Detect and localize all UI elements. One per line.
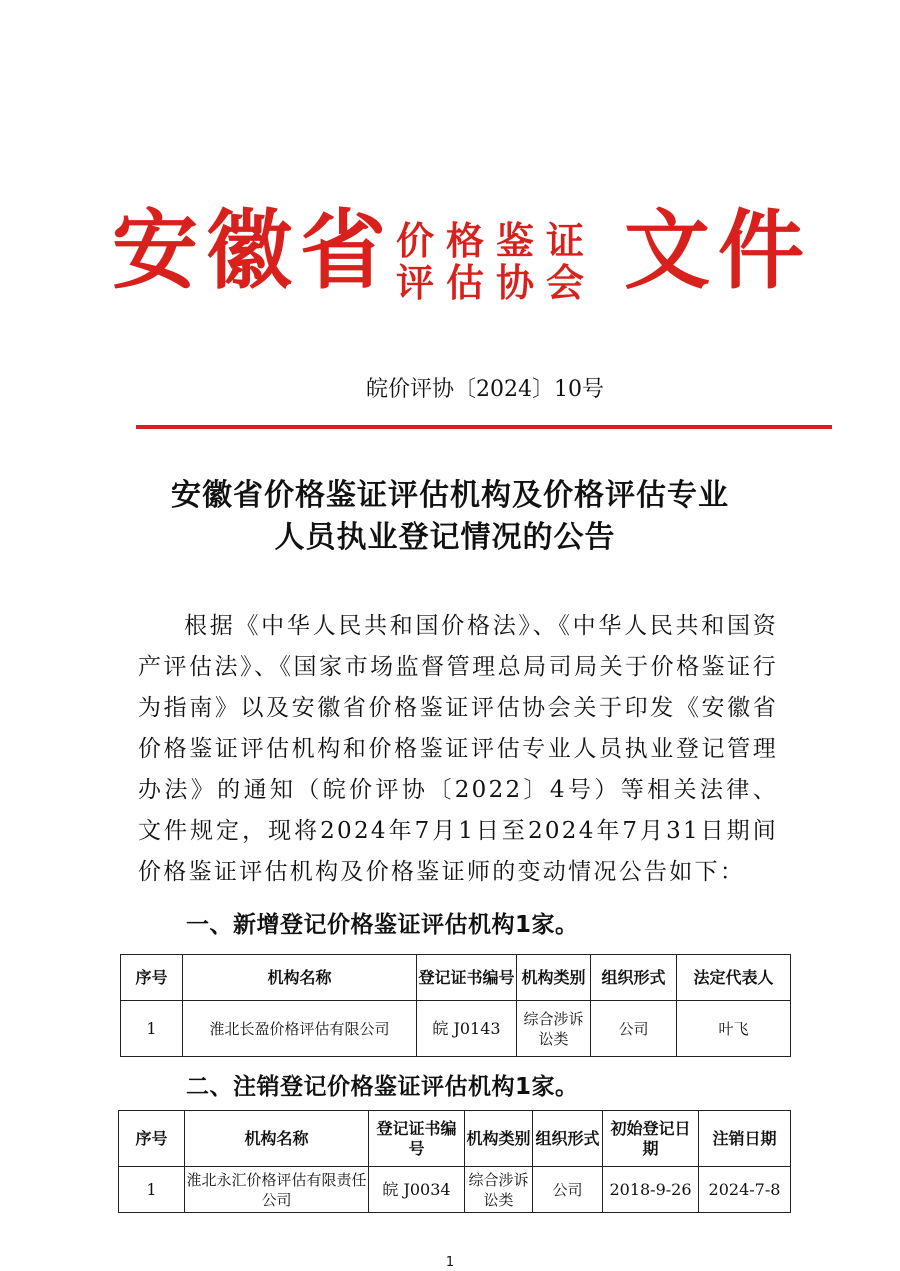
col-header-cert-no: 登记证书编号	[417, 955, 517, 1001]
body-paragraph: 根据《中华人民共和国价格法》、《中华人民共和国资产评估法》、《国家市场监督管理总局司局关于价格鉴证行为指南》以及安徽省价格鉴证评估协会关于印发《安徽省价格鉴证评估机构和价格鉴证评估专业人员执业登记管理办法》的通知（皖价评协〔2022〕4号）等相关法律、文件规定，现将2024年7月1日至2024年7月31日期间价格鉴证评估机构及价格鉴证师的变动情况公告如下：	[138, 613, 778, 885]
col-header-org-form: 组织形式	[533, 1111, 603, 1167]
page-number: 1	[445, 1255, 455, 1270]
cell-category: 综合涉诉讼类	[517, 1001, 591, 1057]
cell-index: 1	[119, 1167, 185, 1213]
header-province: 安徽省	[112, 200, 394, 301]
cell-initial-date: 2018-9-26	[603, 1167, 699, 1213]
new-registration-table	[120, 954, 791, 1057]
table-row	[119, 1167, 791, 1213]
cancelled-registration-table	[118, 1110, 791, 1213]
cell-index: 1	[121, 1001, 183, 1057]
cell-org-name: 淮北永汇价格评估有限责任公司	[185, 1167, 369, 1213]
col-header-cert-no: 登记证书编号	[369, 1111, 465, 1167]
cell-org-form: 公司	[591, 1001, 677, 1057]
section1-heading: 一、新增登记价格鉴证评估机构1家。	[186, 912, 579, 938]
cell-cancel-date: 2024-7-8	[699, 1167, 791, 1213]
header-doc-word: 文件	[624, 200, 812, 301]
document-number: 皖价评协〔2024〕10号	[366, 377, 604, 402]
header-divider	[136, 425, 832, 429]
col-header-category: 机构类别	[465, 1111, 533, 1167]
cell-category: 综合涉诉讼类	[465, 1167, 533, 1213]
cell-org-name: 淮北长盈价格评估有限公司	[183, 1001, 417, 1057]
table-row	[121, 1001, 791, 1057]
section2-heading: 二、注销登记价格鉴证评估机构1家。	[186, 1074, 579, 1100]
col-header-initial-date: 初始登记日期	[603, 1111, 699, 1167]
col-header-org-name: 机构名称	[183, 955, 417, 1001]
table-header-row	[121, 955, 791, 1001]
announcement-title-line2: 人员执业登记情况的公告	[274, 520, 616, 555]
cell-legal-rep: 叶飞	[677, 1001, 791, 1057]
cell-org-form: 公司	[533, 1167, 603, 1213]
col-header-legal-rep: 法定代表人	[677, 955, 791, 1001]
col-header-category: 机构类别	[517, 955, 591, 1001]
header-org-line2: 评估协会	[396, 260, 597, 305]
col-header-org-name: 机构名称	[185, 1111, 369, 1167]
table-header-row	[119, 1111, 791, 1167]
col-header-org-form: 组织形式	[591, 955, 677, 1001]
col-header-index: 序号	[119, 1111, 185, 1167]
announcement-title-line1: 安徽省价格鉴证评估机构及价格评估专业	[171, 478, 729, 513]
cell-cert-no: 皖 J0143	[417, 1001, 517, 1057]
col-header-index: 序号	[121, 955, 183, 1001]
header-org-line1: 价格鉴证	[396, 218, 597, 263]
cell-cert-no: 皖 J0034	[369, 1167, 465, 1213]
col-header-cancel-date: 注销日期	[699, 1111, 791, 1167]
